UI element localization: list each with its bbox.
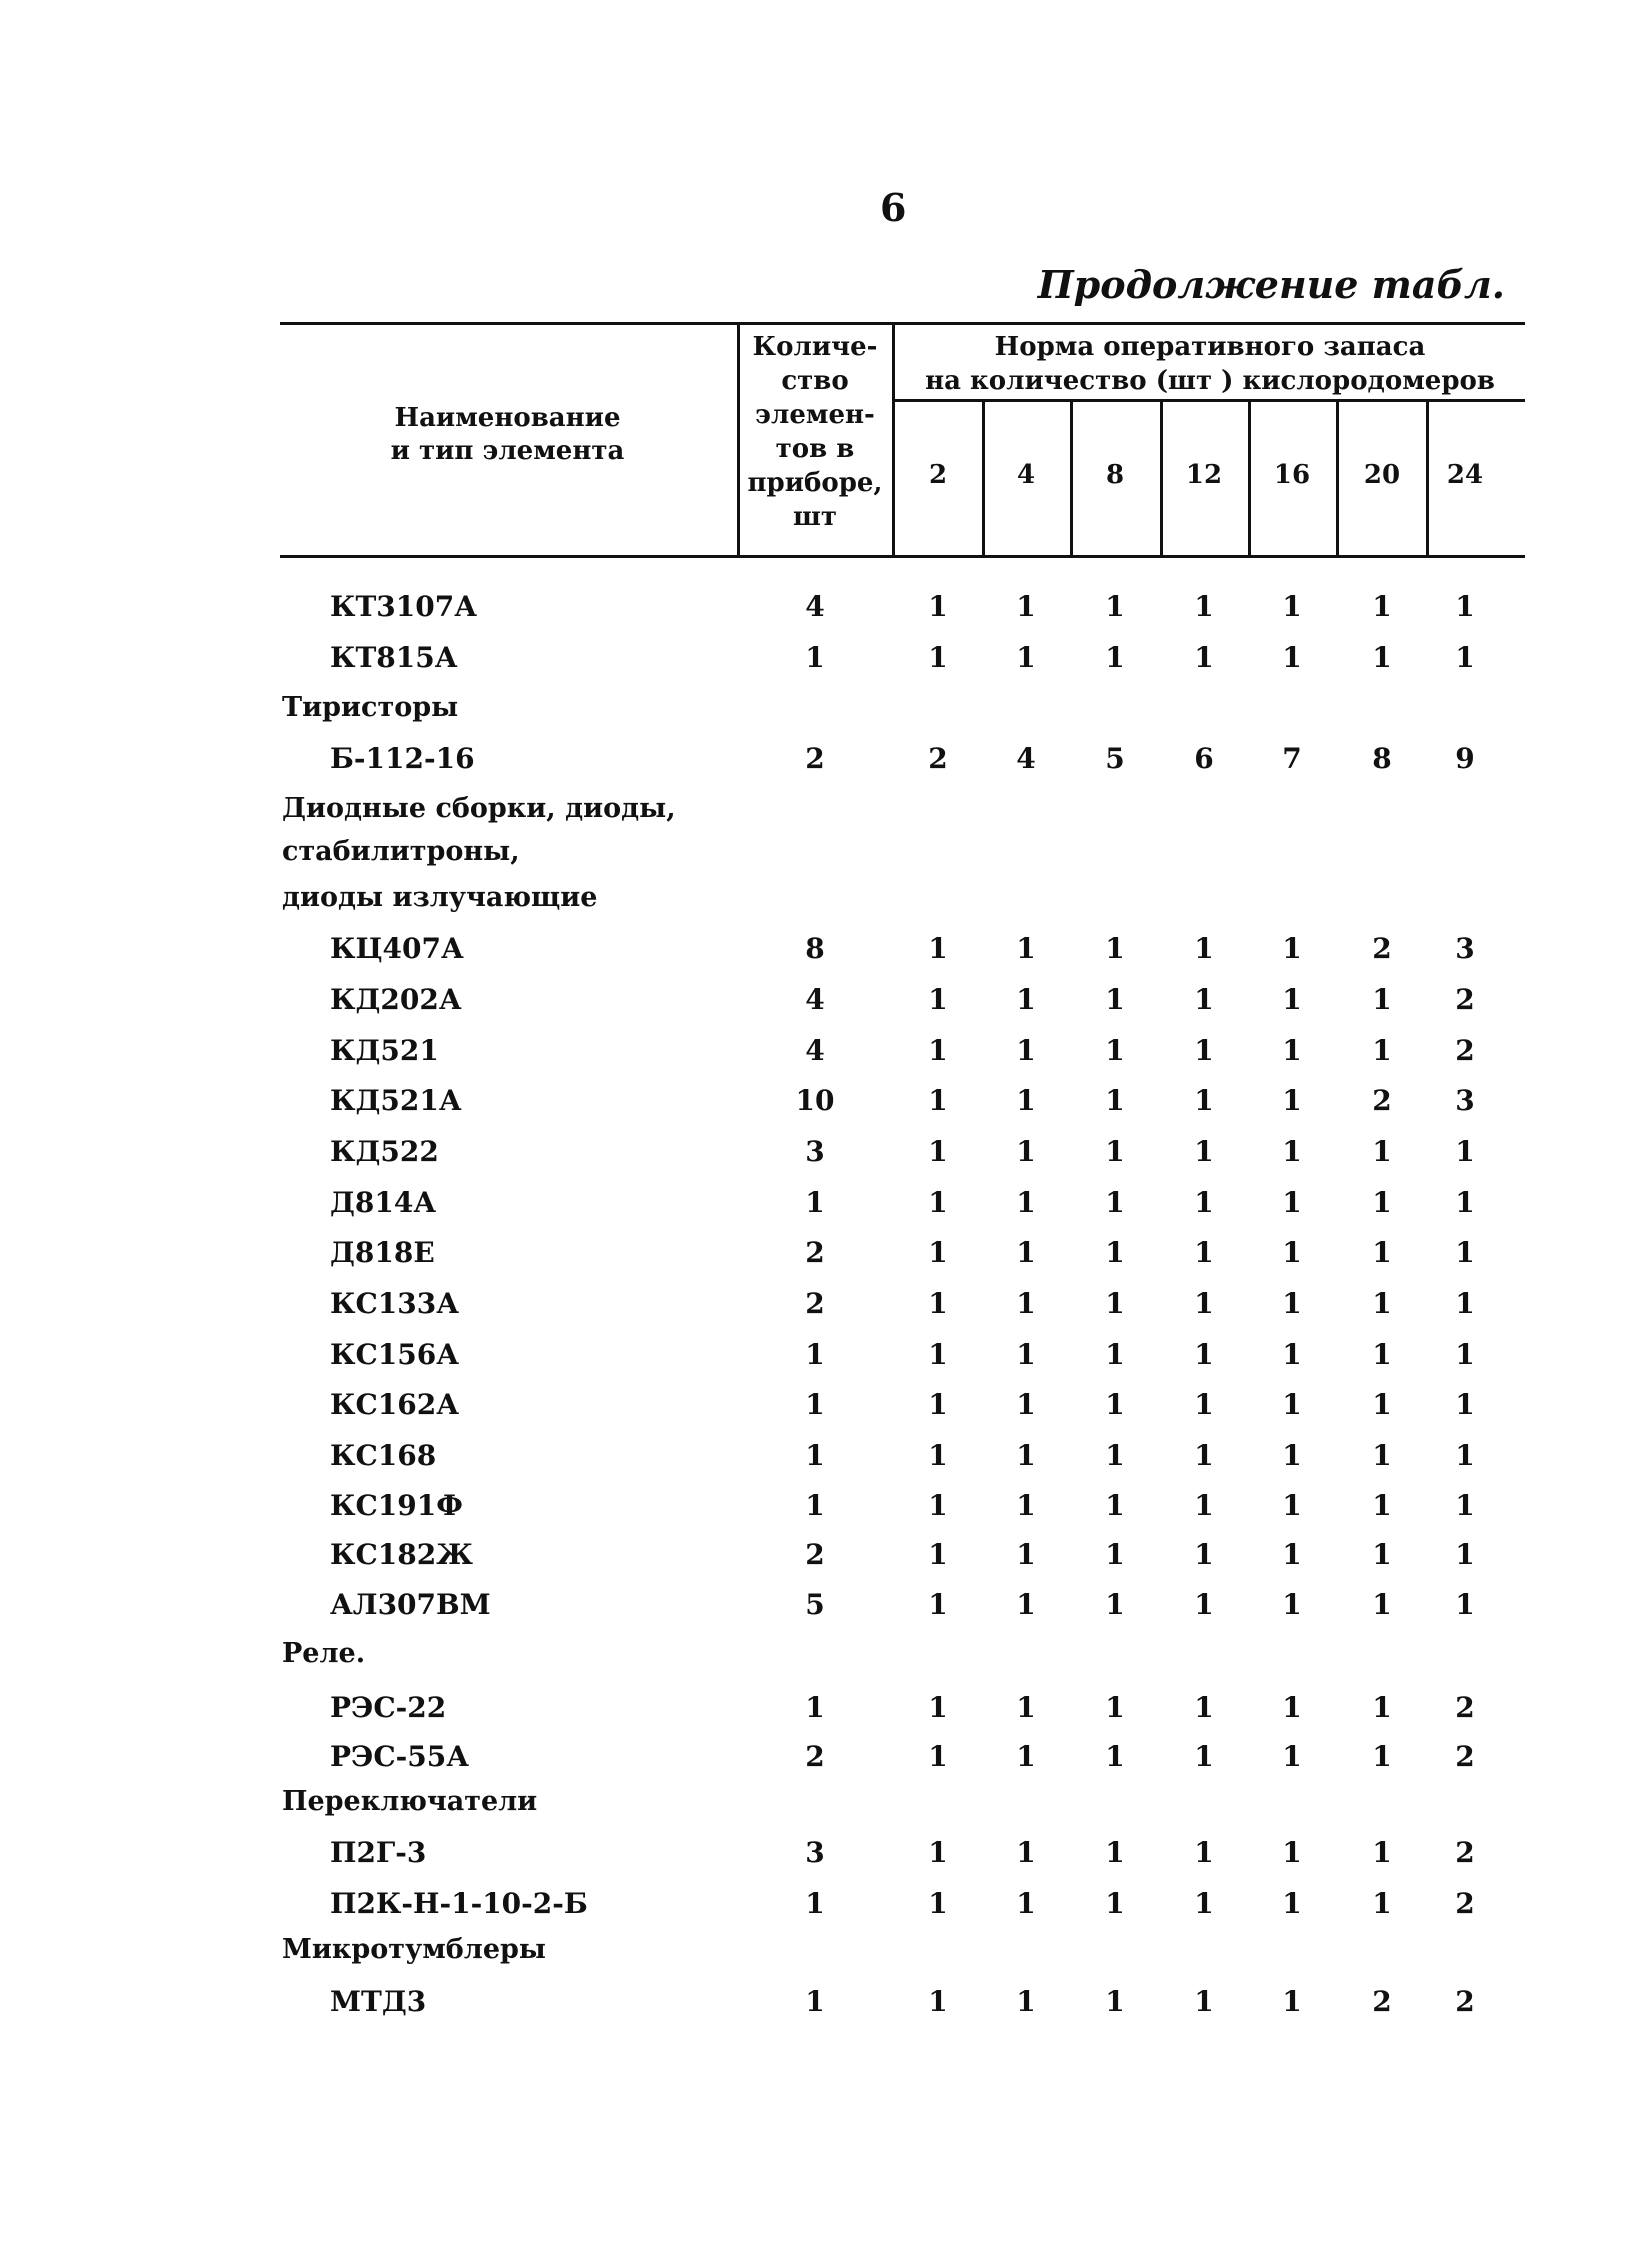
element-name: КС191Ф [330, 1489, 463, 1522]
reserve-norm-24: 1 [1455, 641, 1475, 674]
reserve-norm-24: 2 [1455, 983, 1475, 1016]
count-col-divider [1426, 399, 1429, 557]
reserve-norm-16: 1 [1282, 1236, 1302, 1269]
table-row [0, 1740, 1645, 1790]
element-name: РЭС-22 [330, 1691, 447, 1724]
element-quantity: 10 [795, 1084, 835, 1117]
reserve-norm-24: 1 [1455, 590, 1475, 623]
reserve-norm-20: 1 [1372, 1236, 1392, 1269]
reserve-norm-4: 1 [1016, 983, 1036, 1016]
reserve-norm-4: 1 [1016, 1538, 1036, 1571]
reserve-norm-20: 1 [1372, 1691, 1392, 1724]
table-row [0, 1287, 1645, 1337]
reserve-norm-12: 1 [1194, 1740, 1214, 1773]
table-row [0, 1135, 1645, 1185]
element-name: МТД3 [330, 1985, 427, 2018]
table-row [0, 1588, 1645, 1638]
reserve-norm-8: 1 [1105, 641, 1125, 674]
element-quantity: 3 [805, 1836, 825, 1869]
reserve-norm-2: 1 [928, 1287, 948, 1320]
count-header-16: 16 [1273, 460, 1311, 490]
reserve-norm-12: 1 [1194, 590, 1214, 623]
reserve-norm-8: 1 [1105, 983, 1125, 1016]
reserve-norm-16: 1 [1282, 1887, 1302, 1920]
element-quantity: 2 [805, 742, 825, 775]
reserve-norm-24: 1 [1455, 1236, 1475, 1269]
reserve-norm-16: 1 [1282, 641, 1302, 674]
table-row [0, 932, 1645, 982]
element-quantity: 1 [805, 1691, 825, 1724]
count-header-8: 8 [1105, 460, 1125, 490]
count-col-divider [1070, 399, 1073, 557]
element-quantity: 4 [805, 590, 825, 623]
section-heading: стабилитроны, [282, 836, 520, 867]
page-number: 6 [880, 185, 907, 230]
reserve-norm-24: 2 [1455, 1887, 1475, 1920]
reserve-norm-2: 1 [928, 1135, 948, 1168]
reserve-norm-20: 1 [1372, 983, 1392, 1016]
reserve-norm-4: 4 [1016, 742, 1036, 775]
reserve-norm-2: 1 [928, 1034, 948, 1067]
reserve-norm-2: 1 [928, 1740, 948, 1773]
reserve-norm-20: 1 [1372, 1836, 1392, 1869]
reserve-norm-2: 1 [928, 1691, 948, 1724]
element-name: П2Г-3 [330, 1836, 427, 1869]
table-row [0, 1439, 1645, 1489]
element-quantity: 4 [805, 983, 825, 1016]
reserve-norm-4: 1 [1016, 1836, 1036, 1869]
section-heading: Тиристоры [282, 692, 459, 723]
reserve-norm-4: 1 [1016, 1439, 1036, 1472]
count-col-divider [1336, 399, 1339, 557]
reserve-norm-16: 1 [1282, 1985, 1302, 2018]
table-row [0, 1836, 1645, 1886]
reserve-norm-2: 1 [928, 1388, 948, 1421]
element-quantity: 3 [805, 1135, 825, 1168]
name-column-header: Наименование и тип элемента [390, 403, 625, 466]
reserve-norm-4: 1 [1016, 1740, 1036, 1773]
element-quantity: 1 [805, 1489, 825, 1522]
reserve-norm-8: 1 [1105, 1836, 1125, 1869]
reserve-norm-2: 1 [928, 1887, 948, 1920]
reserve-norm-24: 1 [1455, 1135, 1475, 1168]
reserve-norm-16: 1 [1282, 1135, 1302, 1168]
table-row [0, 1338, 1645, 1388]
element-name: АЛ307ВМ [330, 1588, 491, 1621]
element-name: Д814А [330, 1186, 437, 1219]
reserve-norm-2: 2 [928, 742, 948, 775]
reserve-norm-2: 1 [928, 590, 948, 623]
reserve-norm-24: 2 [1455, 1691, 1475, 1724]
reserve-norm-8: 1 [1105, 1538, 1125, 1571]
reserve-norm-16: 1 [1282, 1588, 1302, 1621]
reserve-norm-16: 1 [1282, 1691, 1302, 1724]
reserve-norm-8: 1 [1105, 932, 1125, 965]
reserve-norm-2: 1 [928, 932, 948, 965]
table-row [0, 983, 1645, 1033]
reserve-norm-8: 1 [1105, 1236, 1125, 1269]
element-name: КТ815А [330, 641, 458, 674]
reserve-norm-8: 1 [1105, 1338, 1125, 1371]
element-quantity: 4 [805, 1034, 825, 1067]
element-quantity: 1 [805, 1985, 825, 2018]
reserve-norm-20: 2 [1372, 932, 1392, 965]
count-header-20: 20 [1363, 460, 1401, 490]
table-top-rule [280, 322, 1525, 325]
reserve-norm-8: 1 [1105, 1588, 1125, 1621]
reserve-norm-4: 1 [1016, 1135, 1036, 1168]
element-name: КС156А [330, 1338, 460, 1371]
reserve-norm-20: 1 [1372, 1338, 1392, 1371]
reserve-norm-12: 1 [1194, 1135, 1214, 1168]
reserve-norm-12: 1 [1194, 1084, 1214, 1117]
reserve-norm-24: 1 [1455, 1338, 1475, 1371]
reserve-norm-12: 1 [1194, 1836, 1214, 1869]
norm-subheader-rule [892, 399, 1525, 402]
reserve-norm-16: 1 [1282, 1186, 1302, 1219]
reserve-norm-12: 1 [1194, 1034, 1214, 1067]
reserve-norm-16: 1 [1282, 1388, 1302, 1421]
count-col-divider [1160, 399, 1163, 557]
reserve-norm-4: 1 [1016, 1588, 1036, 1621]
reserve-norm-8: 1 [1105, 1985, 1125, 2018]
element-name: КД521А [330, 1084, 462, 1117]
reserve-norm-20: 8 [1372, 742, 1392, 775]
reserve-norm-2: 1 [928, 1439, 948, 1472]
reserve-norm-2: 1 [928, 1489, 948, 1522]
reserve-norm-24: 1 [1455, 1538, 1475, 1571]
reserve-norm-20: 1 [1372, 1538, 1392, 1571]
element-quantity: 1 [805, 1439, 825, 1472]
count-header-24: 24 [1446, 460, 1484, 490]
table-row [0, 742, 1645, 792]
reserve-norm-20: 1 [1372, 590, 1392, 623]
count-header-2: 2 [928, 460, 948, 490]
count-header-4: 4 [1016, 460, 1036, 490]
element-name: КС182Ж [330, 1538, 473, 1571]
reserve-norm-4: 1 [1016, 1338, 1036, 1371]
section-heading: Микротумблеры [282, 1934, 546, 1965]
element-quantity: 5 [805, 1588, 825, 1621]
element-quantity: 2 [805, 1538, 825, 1571]
reserve-norm-12: 1 [1194, 641, 1214, 674]
reserve-norm-12: 1 [1194, 1985, 1214, 2018]
element-name: КТ3107А [330, 590, 478, 623]
reserve-norm-16: 1 [1282, 932, 1302, 965]
element-quantity: 1 [805, 1887, 825, 1920]
reserve-norm-4: 1 [1016, 1985, 1036, 2018]
element-name: КД202А [330, 983, 462, 1016]
reserve-norm-24: 9 [1455, 742, 1475, 775]
reserve-norm-2: 1 [928, 1338, 948, 1371]
count-col-divider [982, 399, 985, 557]
reserve-norm-16: 1 [1282, 1439, 1302, 1472]
reserve-norm-16: 1 [1282, 590, 1302, 623]
count-col-divider [1248, 399, 1251, 557]
reserve-norm-12: 1 [1194, 1287, 1214, 1320]
section-heading: Переключатели [282, 1786, 538, 1817]
reserve-norm-20: 1 [1372, 1439, 1392, 1472]
reserve-norm-2: 1 [928, 1588, 948, 1621]
reserve-norm-12: 1 [1194, 983, 1214, 1016]
element-quantity: 2 [805, 1287, 825, 1320]
count-header-12: 12 [1185, 460, 1223, 490]
reserve-norm-8: 1 [1105, 1135, 1125, 1168]
reserve-norm-20: 1 [1372, 1740, 1392, 1773]
reserve-norm-8: 1 [1105, 1489, 1125, 1522]
reserve-norm-12: 1 [1194, 1186, 1214, 1219]
reserve-norm-24: 2 [1455, 1985, 1475, 2018]
reserve-norm-16: 1 [1282, 1836, 1302, 1869]
reserve-norm-12: 1 [1194, 932, 1214, 965]
reserve-norm-24: 3 [1455, 1084, 1475, 1117]
reserve-norm-24: 3 [1455, 932, 1475, 965]
reserve-norm-16: 1 [1282, 1538, 1302, 1571]
reserve-norm-4: 1 [1016, 1691, 1036, 1724]
element-quantity: 2 [805, 1740, 825, 1773]
element-name: Б-112-16 [330, 742, 475, 775]
element-quantity: 8 [805, 932, 825, 965]
element-quantity: 2 [805, 1236, 825, 1269]
reserve-norm-8: 1 [1105, 1084, 1125, 1117]
reserve-norm-2: 1 [928, 1084, 948, 1117]
continuation-label: Продолжение табл. [1037, 262, 1505, 307]
reserve-norm-24: 1 [1455, 1388, 1475, 1421]
reserve-norm-24: 2 [1455, 1034, 1475, 1067]
reserve-norm-8: 1 [1105, 1287, 1125, 1320]
element-name: КС168 [330, 1439, 437, 1472]
reserve-norm-4: 1 [1016, 1388, 1036, 1421]
reserve-norm-16: 1 [1282, 1489, 1302, 1522]
reserve-norm-2: 1 [928, 983, 948, 1016]
reserve-norm-4: 1 [1016, 641, 1036, 674]
element-quantity: 1 [805, 1388, 825, 1421]
table-row [0, 1034, 1645, 1084]
element-name: КС133А [330, 1287, 460, 1320]
table-row [0, 1538, 1645, 1588]
reserve-norm-2: 1 [928, 1985, 948, 2018]
reserve-norm-20: 1 [1372, 1186, 1392, 1219]
reserve-norm-12: 1 [1194, 1388, 1214, 1421]
reserve-norm-20: 1 [1372, 1287, 1392, 1320]
reserve-norm-24: 1 [1455, 1186, 1475, 1219]
reserve-norm-4: 1 [1016, 1287, 1036, 1320]
reserve-norm-4: 1 [1016, 1887, 1036, 1920]
reserve-norm-8: 1 [1105, 1887, 1125, 1920]
reserve-norm-12: 1 [1194, 1887, 1214, 1920]
reserve-norm-20: 2 [1372, 1084, 1392, 1117]
element-quantity: 1 [805, 1186, 825, 1219]
reserve-norm-24: 1 [1455, 1439, 1475, 1472]
element-name: КД521 [330, 1034, 439, 1067]
reserve-norm-8: 5 [1105, 742, 1125, 775]
reserve-norm-24: 2 [1455, 1740, 1475, 1773]
reserve-norm-8: 1 [1105, 1740, 1125, 1773]
reserve-norm-4: 1 [1016, 1084, 1036, 1117]
section-heading: диоды излучающие [282, 882, 598, 913]
reserve-norm-2: 1 [928, 641, 948, 674]
reserve-norm-8: 1 [1105, 1439, 1125, 1472]
reserve-norm-16: 1 [1282, 1084, 1302, 1117]
reserve-norm-8: 1 [1105, 1186, 1125, 1219]
reserve-norm-12: 1 [1194, 1691, 1214, 1724]
reserve-norm-20: 1 [1372, 1887, 1392, 1920]
reserve-norm-4: 1 [1016, 1236, 1036, 1269]
table-row [0, 1186, 1645, 1236]
table-row [0, 1985, 1645, 2035]
reserve-norm-12: 1 [1194, 1236, 1214, 1269]
element-name: П2К-Н-1-10-2-Б [330, 1887, 588, 1920]
reserve-norm-12: 1 [1194, 1338, 1214, 1371]
norm-column-header: Норма оперативного запаса на количество (шт ) кислородомеров [925, 332, 1495, 396]
reserve-norm-2: 1 [928, 1836, 948, 1869]
element-name: КЦ407А [330, 932, 464, 965]
reserve-norm-24: 1 [1455, 1489, 1475, 1522]
reserve-norm-4: 1 [1016, 1034, 1036, 1067]
reserve-norm-24: 1 [1455, 1287, 1475, 1320]
table-row [0, 1388, 1645, 1438]
reserve-norm-16: 1 [1282, 1740, 1302, 1773]
table-row [0, 1084, 1645, 1134]
element-name: КС162А [330, 1388, 460, 1421]
reserve-norm-16: 1 [1282, 983, 1302, 1016]
element-quantity: 1 [805, 641, 825, 674]
reserve-norm-24: 1 [1455, 1588, 1475, 1621]
reserve-norm-20: 1 [1372, 641, 1392, 674]
reserve-norm-4: 1 [1016, 1186, 1036, 1219]
reserve-norm-16: 1 [1282, 1338, 1302, 1371]
reserve-norm-20: 1 [1372, 1489, 1392, 1522]
reserve-norm-4: 1 [1016, 590, 1036, 623]
qty-column-header: Количе- ство элемен- тов в приборе, шт [747, 332, 883, 532]
section-heading: Диодные сборки, диоды, [282, 793, 676, 824]
reserve-norm-12: 6 [1194, 742, 1214, 775]
reserve-norm-12: 1 [1194, 1489, 1214, 1522]
reserve-norm-20: 2 [1372, 1985, 1392, 2018]
reserve-norm-8: 1 [1105, 1034, 1125, 1067]
section-heading: Реле. [282, 1638, 366, 1669]
reserve-norm-20: 1 [1372, 1034, 1392, 1067]
table-row [0, 1236, 1645, 1286]
reserve-norm-16: 1 [1282, 1287, 1302, 1320]
reserve-norm-8: 1 [1105, 590, 1125, 623]
reserve-norm-16: 1 [1282, 1034, 1302, 1067]
reserve-norm-20: 1 [1372, 1388, 1392, 1421]
reserve-norm-2: 1 [928, 1186, 948, 1219]
reserve-norm-24: 2 [1455, 1836, 1475, 1869]
element-name: РЭС-55А [330, 1740, 470, 1773]
reserve-norm-20: 1 [1372, 1135, 1392, 1168]
element-name: КД522 [330, 1135, 439, 1168]
element-quantity: 1 [805, 1338, 825, 1371]
table-row [0, 1489, 1645, 1539]
table-row [0, 641, 1645, 691]
reserve-norm-4: 1 [1016, 1489, 1036, 1522]
reserve-norm-12: 1 [1194, 1588, 1214, 1621]
table-row [0, 1887, 1645, 1937]
table-row [0, 590, 1645, 640]
reserve-norm-16: 7 [1282, 742, 1302, 775]
reserve-norm-8: 1 [1105, 1691, 1125, 1724]
reserve-norm-2: 1 [928, 1538, 948, 1571]
reserve-norm-8: 1 [1105, 1388, 1125, 1421]
reserve-norm-12: 1 [1194, 1538, 1214, 1571]
reserve-norm-2: 1 [928, 1236, 948, 1269]
reserve-norm-20: 1 [1372, 1588, 1392, 1621]
element-name: Д818Е [330, 1236, 435, 1269]
reserve-norm-4: 1 [1016, 932, 1036, 965]
table-row [0, 1691, 1645, 1741]
reserve-norm-12: 1 [1194, 1439, 1214, 1472]
